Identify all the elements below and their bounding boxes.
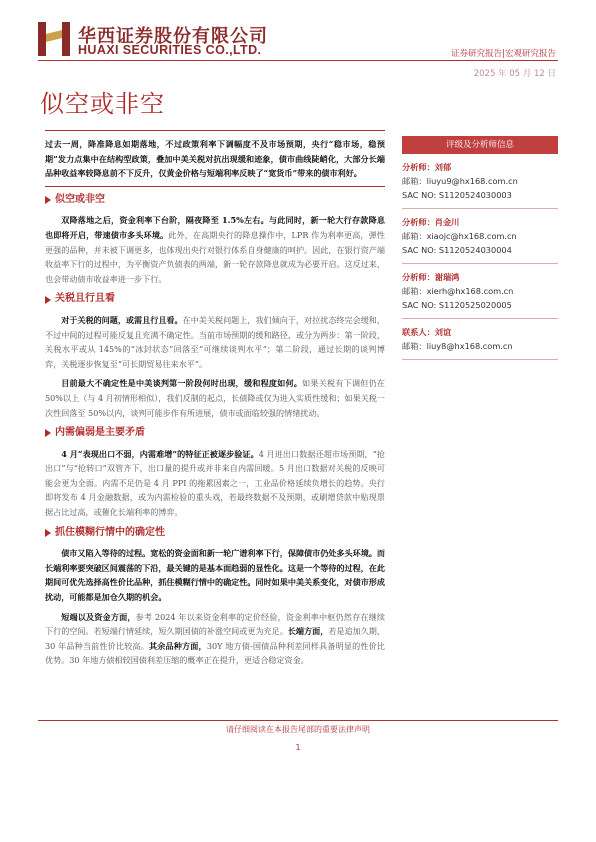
section-title: 内需偏弱是主要矛盾 — [45, 426, 385, 441]
contact-email[interactable]: 邮箱：liuy8@hx168.com.cn — [402, 341, 513, 351]
analyst-sac: SAC NO: S1120525020005 — [402, 300, 512, 310]
analyst-name: 分析师：肖金川 — [402, 217, 460, 227]
company-name-en: HUAXI SECURITIES CO.,LTD. — [78, 43, 262, 57]
sidebar-header: 评级及分析师信息 — [402, 136, 558, 154]
section-paragraph: 4 月“表现出口不弱，内需难增”的特征正被逐步验证。4 月进出口数据还超市场预期，“抢出口”与“抢转口”双管齐下，出口量的提升或并非来自内需回暖。5 月出口数据对关税的反映可能会更为全面。内需不足仍是 4 月 PPI 的拖累因素之一，工业品价格延续负增长的趋势。央行即将发布 4 月金融数据，或为内需检验的重头戏，若最终数据不及预期，或刷增贷款中贴现票据占比过高，或催化长端利率的博弈。 — [45, 448, 385, 518]
company-logo — [38, 22, 70, 56]
report-type: 证券研究报告|宏观研究报告 — [451, 49, 556, 59]
analyst-sac: SAC NO: S1120524030004 — [402, 245, 512, 255]
header-divider — [38, 60, 558, 61]
analyst-name: 分析师：谢瑞鸿 — [402, 272, 460, 282]
analyst-sac: SAC NO: S1120524030003 — [402, 190, 512, 200]
analyst-name: 分析师：刘郁 — [402, 162, 452, 172]
section-title: 似空或非空 — [45, 193, 385, 208]
summary-bottom-rule — [45, 186, 385, 187]
section-title: 关税且行且看 — [45, 292, 385, 307]
contact-card — [402, 325, 558, 360]
summary-top-rule — [45, 130, 385, 131]
company-name-cn: 华西证券股份有限公司 — [78, 26, 268, 47]
analyst-email[interactable]: 邮箱：liuyu9@hx168.com.cn — [402, 176, 518, 186]
section-arrow-icon — [45, 296, 51, 304]
section-arrow-icon — [45, 196, 51, 204]
analyst-card — [402, 215, 558, 264]
footer-divider — [38, 720, 558, 721]
analyst-sidebar — [402, 136, 558, 360]
section-title: 抓住模糊行情中的确定性 — [45, 526, 385, 541]
section-paragraph: 双降落地之后，资金利率下台阶，隔夜降至 1.5%左右。与此同时，新一轮大行存款降息也即将开启，带速债市多头环境。此外，在高期央行的降息操作中，LPR 作为利率更高，弹性更强的品种，并未被下调更多，也体现出央行对银行体系自身健康的呵护。因此，在银行资产端收益率下行的过程中，为平衡资产负债表的两端，新一轮存款降息就成为必要开启。这反过来，也会带动债市收益率进一步下行。 — [45, 215, 385, 284]
summary-paragraph: 过去一周，降准降息如期落地，不过政策利率下调幅度不及市场预期，央行“稳市场，稳预期”发力点集中在结构型政策，叠加中美关税对抗出现缓和迹象，债市曲线陡峭化，大部分长端品种收益率较降息前不下反升，仅黄金价格与短端利率反映了“宽货币”带来的债市利好。 — [45, 139, 385, 179]
report-date: 2025 年 05 月 12 日 — [473, 69, 556, 79]
section-paragraph: 债市又陷入等待的过程。宽松的资金面和新一轮广谱利率下行，保障债市仍处多头环境。而长端利率要突破区间震荡的下沿，最关键的是基本面趋弱的显性化。这是一个等待的过程，在此期间可优先选择高性价比品种，抓住模糊行情中的确定性。同时如果中美关系变化，对债市形成扰动，可能都是加仓久期的机会。 — [45, 548, 385, 603]
section-arrow-icon — [45, 529, 51, 537]
main-content — [45, 128, 385, 673]
report-title: 似空或非空 — [40, 90, 165, 118]
analyst-card — [402, 160, 558, 209]
analyst-email[interactable]: 邮箱：xiaojc@hx168.com.cn — [402, 231, 517, 241]
analyst-email[interactable]: 邮箱：xierh@hx168.com.cn — [402, 286, 514, 296]
section-paragraph: 短端以及资金方面，参考 2024 年以来资金利率的定价经验，资金利率中枢仍然存在继续下行的空间。若短端行情延续，短久期国债的补涨空间或更为充足。长端方面，若是追加久期，30 年品种当前性价比较高。其余品种方面，30Y 地方债-国债品种利差同样具备明显的性价比优势。30 年地方债相较国债利差压缩的概率正在提升，更适合稳定资金。 — [45, 611, 385, 666]
analyst-card — [402, 270, 558, 319]
contact-name: 联系人：刘谊 — [402, 327, 452, 337]
section-paragraph: 目前最大不确定性是中美谈判第一阶段何时出现，缓和程度如何。如果关税有下调但仍在 50%以上（与 4 月初情形相似），我们反制的起点，长债降或仅为进入实质性缓和；如果关税一次性回落至 50%以内，谈判可能步作有所进展，债市或面临较强的情绪扰动。 — [45, 378, 385, 418]
section-arrow-icon — [45, 429, 51, 437]
page-number: 1 — [295, 743, 301, 752]
legal-notice: 请仔细阅读在本报告尾部的重要法律声明 — [226, 725, 370, 734]
section-paragraph: 对于关税的问题，或需且行且看。在中美关税问题上，我们倾向于，对拉扰态终完会缓和，不过中间的过程可能反复且充满不确定性。当前市场预期的缓和路径，或分为两步：第一阶段，关税水平或从 145%的“冰封状态”回落至“可继续谈判水平”；第二阶段，通过长期的谈判博弈，关税逐步恢复至“可长期贸易往来水平”。 — [45, 314, 385, 369]
